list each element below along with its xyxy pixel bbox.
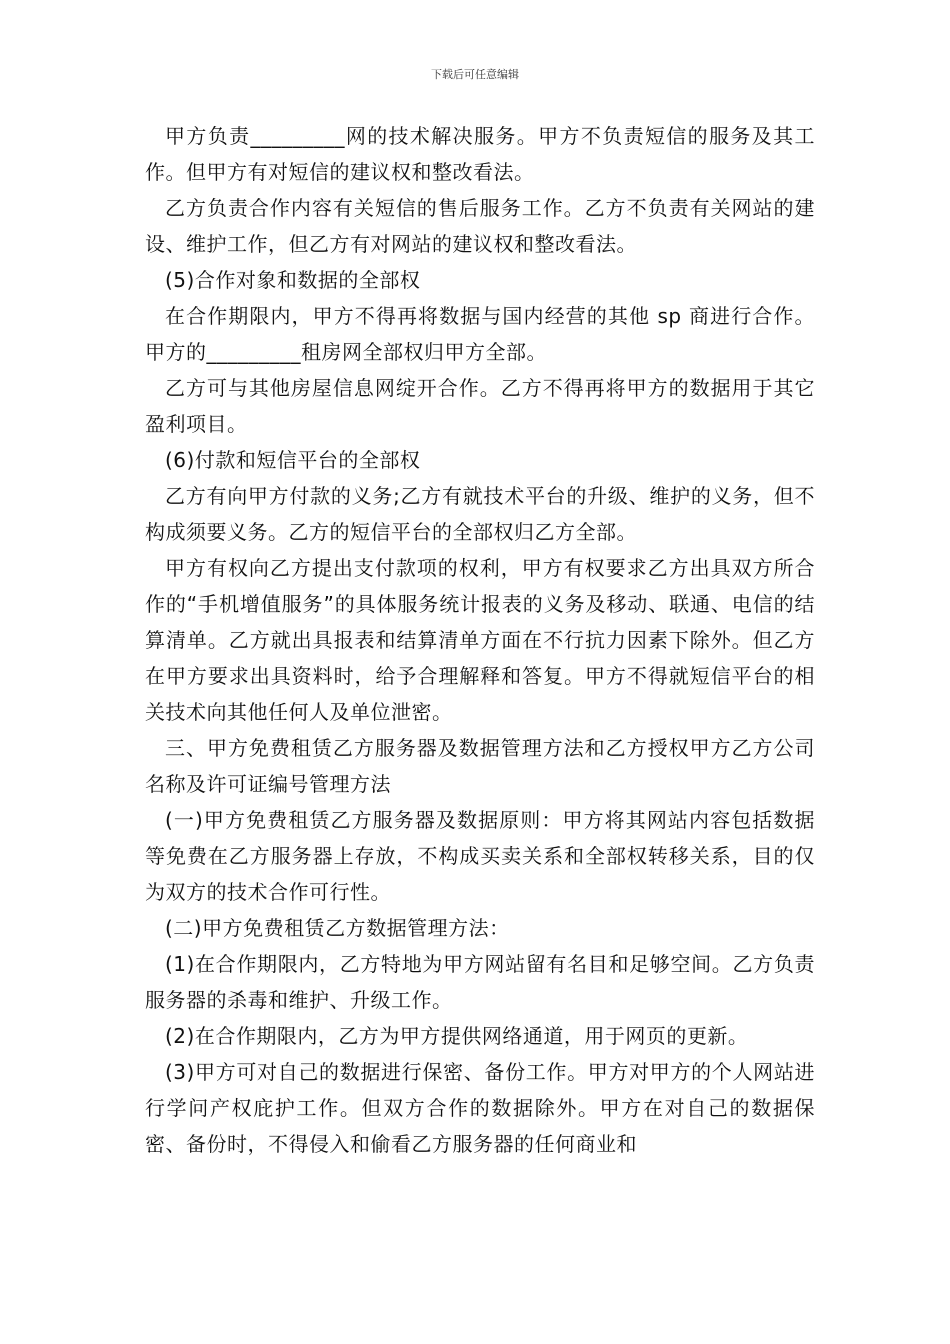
section-heading: (5)合作对象和数据的全部权 bbox=[165, 268, 421, 292]
paragraph: 乙方负责合作内容有关短信的售后服务工作。乙方不负责有关网站的建设、维护工作，但乙方有对网站的建议权和整改看法。 bbox=[145, 196, 815, 256]
paragraph: (3)甲方可对自己的数据进行保密、备份工作。甲方对甲方的个人网站进行学问产权庇护工作。但双方合作的数据除外。甲方在对自己的数据保密、备份时，不得侵入和偷看乙方服务器的任何商业和 bbox=[145, 1060, 815, 1156]
section-heading: (6)付款和短信平台的全部权 bbox=[165, 448, 421, 472]
page-header: 下载后可任意编辑 bbox=[431, 68, 519, 81]
paragraph: 乙方有向甲方付款的义务;乙方有就技术平台的升级、维护的义务，但不构成须要义务。乙方的短信平台的全部权归乙方全部。 bbox=[145, 484, 815, 544]
section-heading: (二)甲方免费租赁乙方数据管理方法： bbox=[165, 916, 510, 940]
paragraph: (一)甲方免费租赁乙方服务器及数据原则：甲方将其网站内容包括数据等免费在乙方服务器上存放，不构成买卖关系和全部权转移关系，目的仅为双方的技术合作可行性。 bbox=[145, 808, 815, 904]
paragraph: 在合作期限内，甲方不得再将数据与国内经营的其他 sp 商进行合作。甲方的_________租房网全部权归甲方全部。 bbox=[145, 304, 815, 364]
paragraph: 甲方有权向乙方提出支付款项的权利，甲方有权要求乙方出具双方所合作的“手机增值服务”的具体服务统计报表的义务及移动、联通、电信的结算清单。乙方就出具报表和结算清单方面在不行抗力因素下除外。但乙方在甲方要求出具资料时，给予合理解释和答复。甲方不得就短信平台的相关技术向其他任何人及单位泄密。 bbox=[145, 556, 815, 724]
paragraph: (2)在合作期限内，乙方为甲方提供网络通道，用于网页的更新。 bbox=[165, 1024, 749, 1048]
document-body bbox=[145, 118, 815, 1162]
paragraph: (1)在合作期限内，乙方特地为甲方网站留有名目和足够空间。乙方负责服务器的杀毒和维护、升级工作。 bbox=[145, 952, 815, 1012]
paragraph: 甲方负责_________网的技术解决服务。甲方不负责短信的服务及其工作。但甲方有对短信的建议权和整改看法。 bbox=[145, 124, 815, 184]
section-heading: 三、甲方免费租赁乙方服务器及数据管理方法和乙方授权甲方乙方公司名称及许可证编号管理方法 bbox=[145, 736, 815, 796]
paragraph: 乙方可与其他房屋信息网绽开合作。乙方不得再将甲方的数据用于其它盈利项目。 bbox=[145, 376, 815, 436]
